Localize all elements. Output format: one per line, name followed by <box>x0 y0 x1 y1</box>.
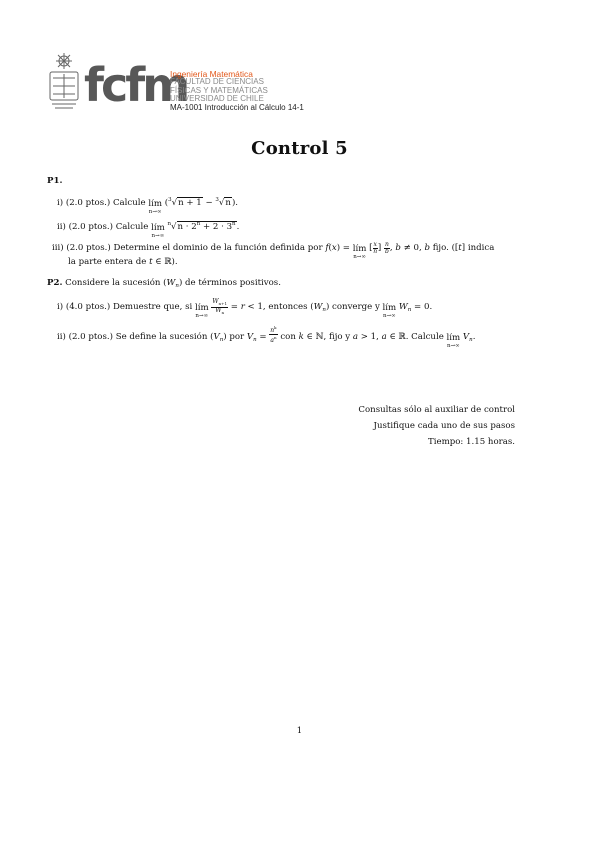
university-crest-logo <box>47 52 81 112</box>
limit-operator: lím n→∞ <box>382 303 397 320</box>
p2-i-num: i) <box>57 302 64 313</box>
p1-label: P1. <box>47 176 63 186</box>
limit-operator: lím n→∞ <box>446 333 461 349</box>
p2-ii: ii) (2.0 ptos.) Se define la sucesión $(V_n)$ por $V_n$ = $\frac{n^k}{a^n}$ con k ∈ ℕ, fijo y a > 1, a ∈ ℝ. Calcule lím n→∞ $V_n$. <box>57 325 476 349</box>
closing-line-2: Justifique cada uno de sus pasos <box>373 421 515 431</box>
fcfm-logo: fcfm <box>84 58 188 112</box>
program-name: Ingeniería Matemática <box>170 69 253 79</box>
p2-i-text: (4.0 ptos.) Demuestre que, si <box>65 302 193 313</box>
limit-operator: lím n→∞ <box>352 244 367 260</box>
limit-operator: lím n→∞ <box>151 223 165 239</box>
p1-ii: ii) (2.0 ptos.) Calcule lím n→∞ $^n√n \cdot 2^n + 2 \cdot 3^n$. <box>57 221 240 239</box>
p1-i-text: (2.0 ptos.) Calcule <box>65 198 146 208</box>
page-number: 1 <box>296 726 303 736</box>
university-name: UNIVERSIDAD DE CHILE <box>170 94 264 104</box>
limit-operator: lím n→∞ <box>194 303 209 320</box>
p1-iii-num: iii) <box>52 243 64 253</box>
p1-i: i) (2.0 ptos.) Calcule lím n→∞ ($^3$√n + 1 − $^3$√n). <box>57 197 239 215</box>
limit-operator: lím n→∞ <box>148 199 162 215</box>
p1-iii-text: (2.0 ptos.) Determine el dominio de la función definida por <box>66 243 323 253</box>
closing-notes <box>358 402 515 450</box>
p1-iii-cont: la parte entera de t ∈ ℝ). <box>68 257 178 267</box>
p1-ii-text: (2.0 ptos.) Calcule <box>68 222 149 232</box>
page-title: Control 5 <box>251 138 348 159</box>
p1-i-num: i) <box>57 198 64 208</box>
faculty-line-2: FÍSICAS Y MATEMÁTICAS <box>170 85 268 95</box>
p2-ii-num: ii) <box>57 332 66 342</box>
p2-intro: P2. Considere la sucesión $(W_n)$ de términos positivos. <box>47 278 281 289</box>
p2-intro-text: Considere la sucesión <box>65 278 161 288</box>
p2-intro-end: de términos positivos. <box>185 278 281 288</box>
closing-line-1: Consultas sólo al auxiliar de control <box>358 405 515 415</box>
p2-ii-text: (2.0 ptos.) Se define la sucesión <box>68 332 208 342</box>
closing-line-3: Tiempo: 1.15 horas. <box>428 437 515 447</box>
header-text <box>170 70 304 112</box>
p2-label: P2. <box>47 278 63 288</box>
p1-iii: iii) (2.0 ptos.) Determine el dominio de la función definida por f(x) = lím n→∞ [ $\frac{x}{n}$ ] $\frac{n}{b}$ , b ≠ 0, b fijo. ([t] indica <box>52 241 495 260</box>
course-name: MA-1001 Introducción al Cálculo 14-1 <box>170 102 304 112</box>
p2-i: i) (4.0 ptos.) Demuestre que, si lím n→∞ $\frac{W_{n+1}}{W_n}$ = r < 1, entonces $(W_n)$ converge y lím n→∞ $W_n = 0$. <box>57 298 433 320</box>
faculty-line-1: FACULTAD DE CIENCIAS <box>170 77 264 87</box>
p1-ii-num: ii) <box>57 222 66 232</box>
p1-iii-cont-text: la parte entera de <box>68 257 147 267</box>
